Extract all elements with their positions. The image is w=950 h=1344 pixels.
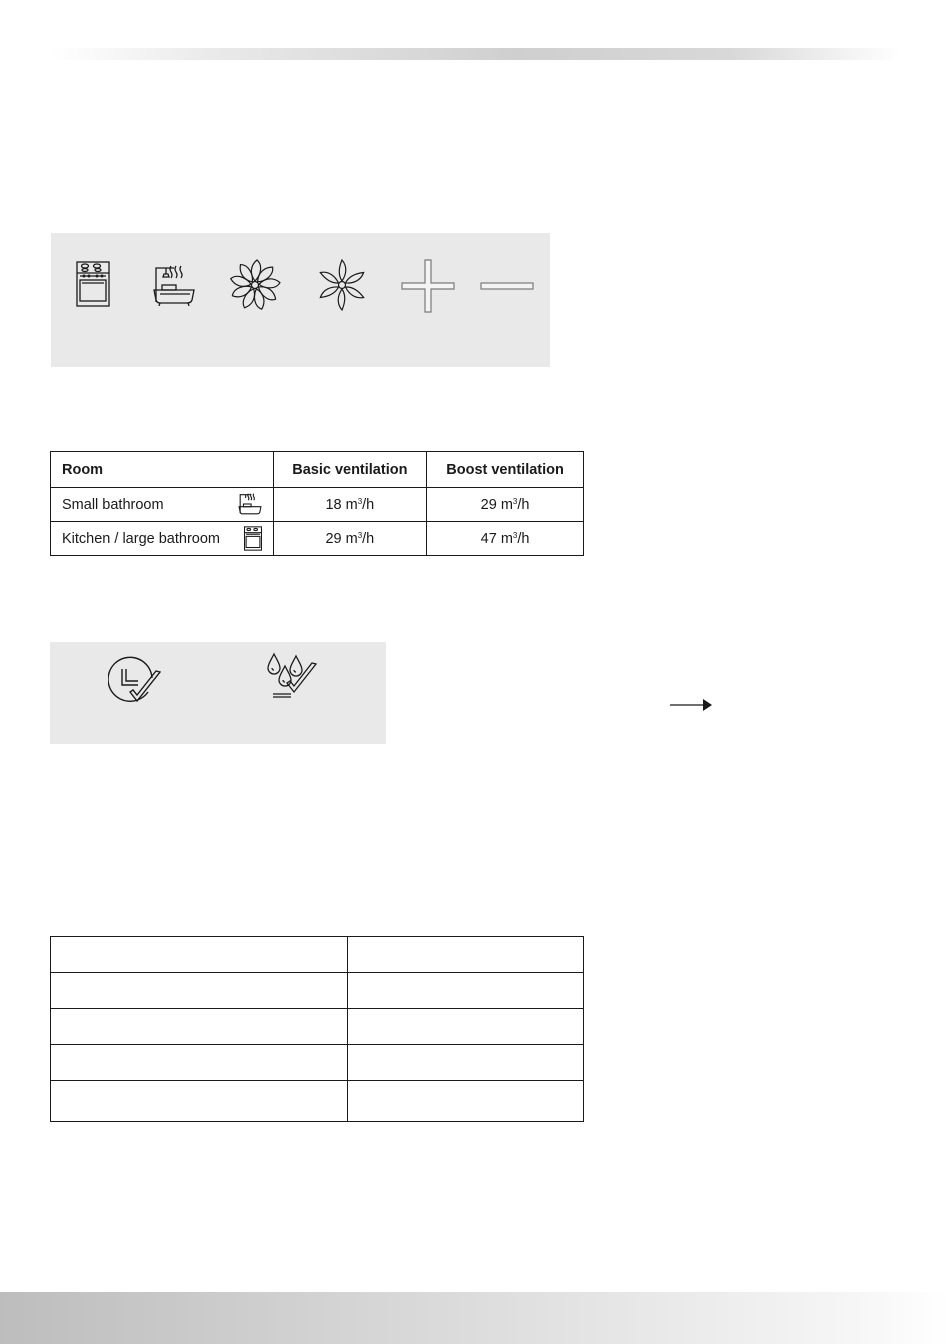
table-row <box>51 1081 584 1122</box>
header-decor-bar <box>50 48 900 60</box>
table-row <box>51 1009 584 1045</box>
plus-icon <box>400 258 456 319</box>
table-cell <box>51 1009 348 1045</box>
bath-icon <box>238 492 262 520</box>
header-room: Room <box>51 452 274 488</box>
table-cell <box>51 1045 348 1081</box>
table-cell <box>51 1081 348 1122</box>
control-icons-panel <box>51 233 550 367</box>
oven-icon <box>244 526 262 555</box>
basic-value: 29 $m^3/h$ <box>273 522 427 556</box>
table-cell <box>51 937 348 973</box>
status-icons-panel <box>50 642 386 744</box>
table-cell <box>348 973 584 1009</box>
room-cell <box>51 522 274 556</box>
table-cell <box>348 1081 584 1122</box>
room-label: Kitchen / large bathroom <box>62 530 220 547</box>
basic-value: 18 $m^3/h$ <box>273 488 427 522</box>
fan-basic-icon <box>315 258 369 317</box>
ventilation-table <box>50 451 584 556</box>
blank-table <box>50 936 584 1122</box>
minus-icon <box>479 279 535 297</box>
bath-icon <box>152 264 196 311</box>
table-header-row <box>51 452 584 488</box>
timer-check-icon <box>108 656 164 713</box>
table-cell <box>51 973 348 1009</box>
table-cell <box>348 1045 584 1081</box>
fan-boost-icon <box>228 258 282 317</box>
room-cell <box>51 488 274 522</box>
table-row <box>51 937 584 973</box>
header-boost-ventilation: Boost ventilation <box>427 452 584 488</box>
table-row <box>51 1045 584 1081</box>
table-row <box>51 973 584 1009</box>
table-cell <box>348 1009 584 1045</box>
table-cell <box>348 937 584 973</box>
humidity-check-icon <box>265 652 321 713</box>
table-row <box>51 522 584 556</box>
header-basic-ventilation: Basic ventilation <box>273 452 427 488</box>
boost-value: 47 $m^3/h$ <box>427 522 584 556</box>
room-label: Small bathroom <box>62 496 164 513</box>
boost-value: 29 $m^3/h$ <box>427 488 584 522</box>
arrow-right-icon <box>670 698 714 717</box>
footer-decor-bar <box>0 1292 950 1344</box>
oven-icon <box>76 261 110 312</box>
table-row <box>51 488 584 522</box>
